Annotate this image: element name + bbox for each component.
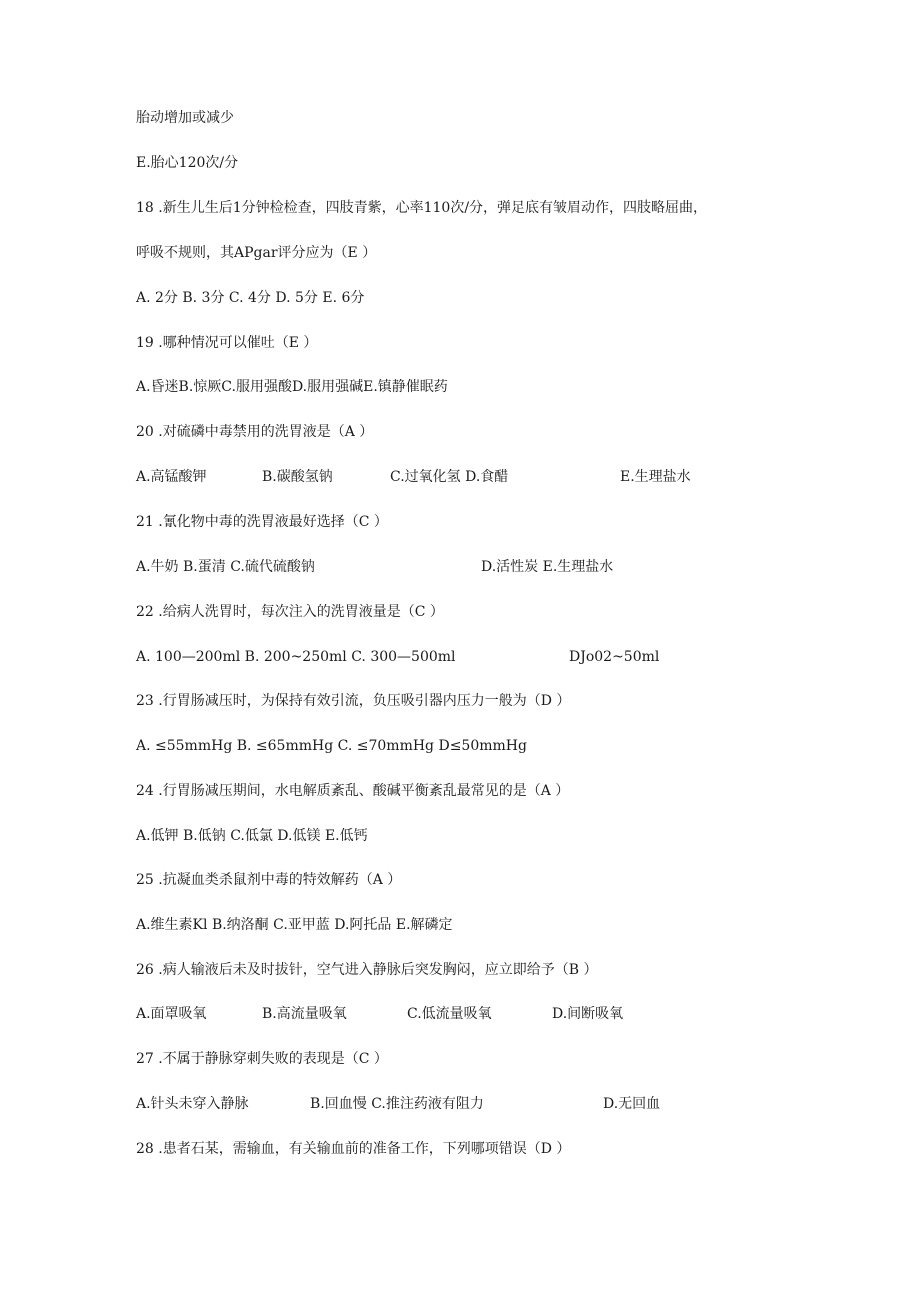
option-e: E.生理盐水 — [620, 469, 691, 485]
option-b-c: B.回血慢 C.推注药液有阻力 — [310, 1096, 484, 1112]
options-18: A. 2分 B. 3分 C. 4分 D. 5分 E. 6分 — [136, 290, 365, 306]
options-27 — [136, 1094, 736, 1114]
options-22 — [136, 647, 736, 667]
question-22: 22 .给病人洗胃时，每次注入的洗胃液量是（C ） — [136, 604, 444, 620]
options-20 — [136, 467, 736, 487]
question-21: 21 .氰化物中毒的洗胃液最好选择（C ） — [136, 514, 388, 530]
question-20: 20 .对硫磷中毒禁用的洗胃液是（A ） — [136, 424, 374, 440]
option-b: B.高流量吸氧 — [262, 1006, 347, 1022]
options-25: A.维生素Kl B.纳洛酮 C.亚甲蓝 D.阿托品 E.解磷定 — [136, 917, 453, 933]
option-d: D.无回血 — [603, 1096, 661, 1112]
option-d: DJo02~50ml — [569, 649, 660, 665]
option-a-b-c: A.牛奶 B.蛋清 C.硫代硫酸钠 — [136, 559, 315, 575]
option-d-e: D.活性炭 E.生理盐水 — [481, 559, 614, 575]
question-27: 27 .不属于静脉穿刺失败的表现是（C ） — [136, 1051, 388, 1067]
options-23: A. ≤55mmHg B. ≤65mmHg C. ≤70mmHg D≤50mmHg — [136, 738, 527, 754]
question-26: 26 .病人输液后未及时拔针，空气进入静脉后突发胸闷，应立即给予（B ） — [136, 962, 598, 978]
option-b: B.碳酸氢钠 — [262, 469, 333, 485]
question-19: 19 .哪种情况可以催吐（E ） — [136, 335, 318, 351]
options-26 — [136, 1004, 736, 1024]
option-d: D.间断吸氧 — [552, 1006, 624, 1022]
question-18-continued: 呼吸不规则，其APgar评分应为（E ） — [136, 245, 377, 261]
question-28: 28 .患者石某，需输血，有关输血前的准备工作，下列哪项错误（D ） — [136, 1141, 571, 1157]
option-c-d: C.过氧化氢 D.食醋 — [390, 469, 509, 485]
option-line: E.胎心120次/分 — [136, 155, 239, 171]
text-line: 胎动增加或减少 — [136, 110, 234, 126]
question-24: 24 .行胃肠减压期间，水电解质紊乱、酸碱平衡紊乱最常见的是（A ） — [136, 783, 570, 799]
option-a: A.针头未穿入静脉 — [136, 1096, 249, 1112]
options-24: A.低钾 B.低钠 C.低氯 D.低镁 E.低钙 — [136, 828, 368, 844]
option-a: A.面罩吸氧 — [136, 1006, 207, 1022]
question-18: 18 .新生儿生后1分钟检检查，四肢青紫，心率110次/分，弹足底有皱眉动作，四肢略屈曲， — [136, 200, 708, 216]
option-c: C.低流量吸氧 — [407, 1006, 492, 1022]
options-21 — [136, 557, 736, 577]
question-25: 25 .抗凝血类杀鼠剂中毒的特效解药（A ） — [136, 872, 402, 888]
question-23: 23 .行胃肠减压时，为保持有效引流，负压吸引器内压力一般为（D ） — [136, 693, 571, 709]
option-a-b-c: A. 100—200ml B. 200~250ml C. 300—500ml — [136, 649, 456, 665]
option-a: A.高锰酸钾 — [136, 469, 207, 485]
options-19: A.昏迷B.惊厥C.服用强酸D.服用强碱E.镇静催眠药 — [136, 379, 448, 395]
